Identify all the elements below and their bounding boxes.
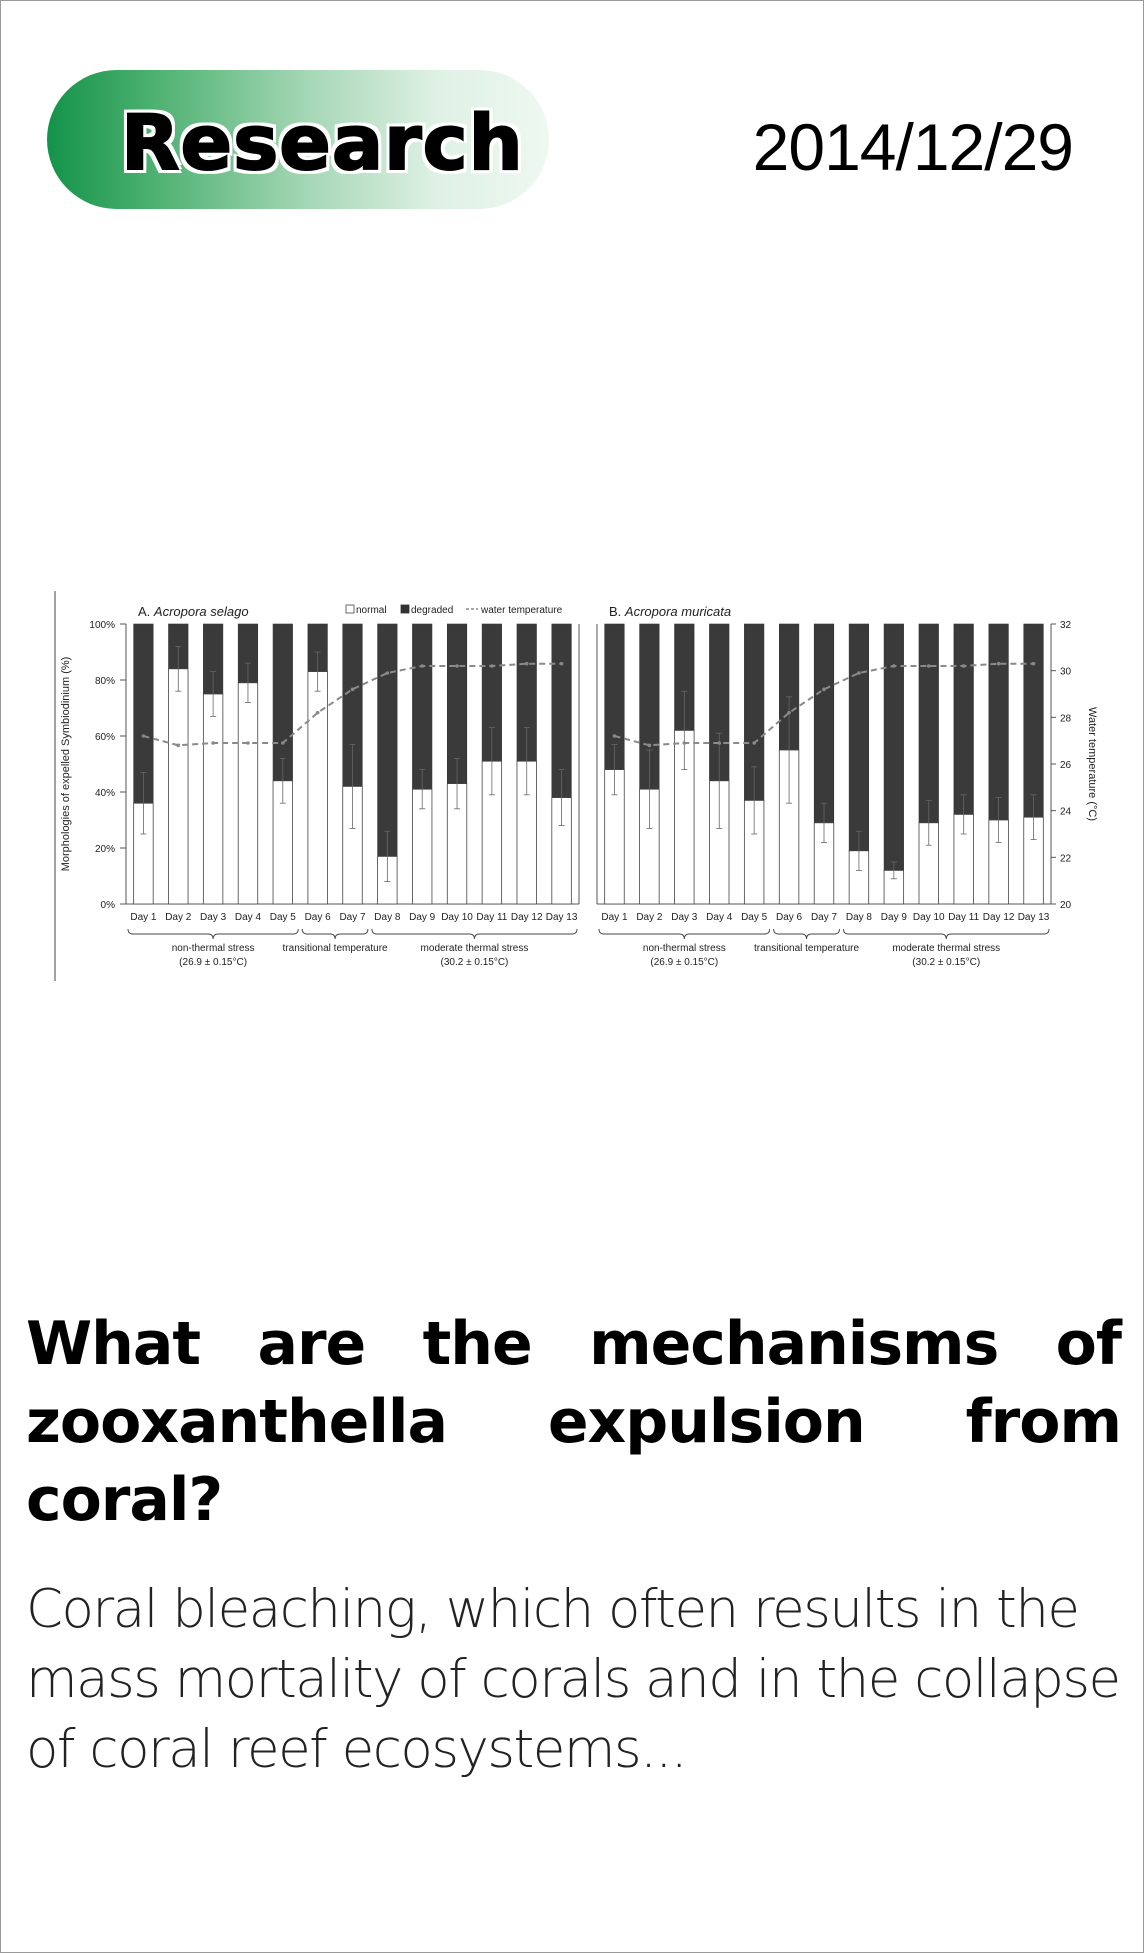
x-tick-label: Day 13 <box>545 912 578 923</box>
group-sublabel: (26.9 ± 0.15°C) <box>650 957 719 968</box>
publish-date: 2014/12/29 <box>752 110 1073 184</box>
group-sublabel: (26.9 ± 0.15°C) <box>179 957 248 968</box>
x-tick-label: Day 7 <box>810 912 838 923</box>
temperature-point <box>822 688 826 692</box>
group-label: transitional temperature <box>282 943 388 954</box>
group-label: transitional temperature <box>754 943 860 954</box>
group-brace <box>372 929 577 939</box>
y2-tick-label: 24 <box>1060 806 1072 818</box>
y2-tick-label: 20 <box>1060 900 1072 911</box>
degraded-bar <box>273 624 293 781</box>
group-label: moderate thermal stress <box>420 943 529 954</box>
x-tick-label: Day 3 <box>200 912 227 923</box>
temperature-point <box>717 741 721 745</box>
degraded-bar <box>884 624 904 870</box>
temperature-point <box>560 662 564 666</box>
x-tick-label: Day 9 <box>880 912 907 923</box>
normal-bar <box>308 672 328 904</box>
temperature-point <box>752 741 756 745</box>
x-tick-label: Day 4 <box>234 912 262 923</box>
degraded-bar <box>849 624 869 851</box>
y2-axis-label: Water temperature (°C) <box>1086 706 1098 822</box>
x-tick-label: Day 11 <box>948 912 980 923</box>
temperature-point <box>176 744 180 748</box>
figure-thumbnail <box>51 589 1101 984</box>
degraded-bar <box>814 624 834 823</box>
legend-label-degraded: degraded <box>411 605 454 616</box>
x-tick-label: Day 1 <box>601 912 628 923</box>
temperature-point <box>316 711 320 715</box>
legend-label-temperature: water temperature <box>481 605 563 616</box>
x-tick-label: Day 5 <box>741 912 768 923</box>
temperature-point <box>246 741 250 745</box>
panel-title: B. Acropora muricata <box>609 604 732 619</box>
article-summary: Coral bleaching, which often results in the mass mortality of corals and in the collapse of coral reef ecosystems... <box>26 1579 1120 1780</box>
legend-label-normal: normal <box>356 605 387 616</box>
group-label: moderate thermal stress <box>892 943 1001 954</box>
x-tick-label: Day 2 <box>165 912 192 923</box>
temperature-point <box>281 741 285 745</box>
temperature-point <box>420 664 424 668</box>
normal-bar <box>203 694 223 904</box>
temperature-point <box>613 734 617 738</box>
x-tick-label: Day 6 <box>776 912 803 923</box>
temperature-point <box>787 711 791 715</box>
panel-title: A. Acropora selago <box>138 604 249 619</box>
x-tick-label: Day 13 <box>1017 912 1050 923</box>
temperature-point <box>525 662 529 666</box>
temperature-point <box>962 664 966 668</box>
degraded-bar <box>1024 624 1044 817</box>
x-tick-label: Day 3 <box>671 912 698 923</box>
x-tick-label: Day 12 <box>982 912 1015 923</box>
x-tick-label: Day 4 <box>706 912 733 923</box>
temperature-point <box>386 671 390 675</box>
normal-bar <box>169 669 189 904</box>
x-tick-label: Day 8 <box>845 912 872 923</box>
temperature-point <box>490 664 494 668</box>
x-tick-label: Day 10 <box>912 912 945 923</box>
y2-tick-label: 22 <box>1060 853 1072 865</box>
degraded-bar <box>989 624 1009 820</box>
x-tick-label: Day 12 <box>510 912 543 923</box>
legend-swatch-normal <box>346 605 354 613</box>
temperature-point <box>142 734 146 738</box>
temperature-point <box>927 664 931 668</box>
x-tick-label: Day 7 <box>339 912 366 923</box>
x-tick-label: Day 8 <box>374 912 401 923</box>
y-tick-label: 60% <box>94 732 115 743</box>
y-tick-label: 40% <box>94 788 115 799</box>
degraded-bar <box>412 624 432 789</box>
temperature-point <box>1032 662 1036 666</box>
x-tick-label: Day 10 <box>441 912 473 923</box>
y2-tick-label: 30 <box>1060 666 1072 678</box>
legend-swatch-degraded <box>401 605 409 613</box>
x-tick-label: Day 5 <box>269 912 296 923</box>
degraded-bar <box>954 624 974 814</box>
bar-chart <box>51 589 1101 984</box>
temperature-point <box>892 664 896 668</box>
y-tick-label: 100% <box>89 620 115 631</box>
category-label: Research <box>121 98 524 187</box>
x-tick-label: Day 9 <box>409 912 436 923</box>
group-label: non-thermal stress <box>171 943 255 954</box>
y-axis-label: Morphologies of expelled Symbiodinium (%) <box>60 656 72 872</box>
normal-bar <box>238 683 258 904</box>
temperature-point <box>455 664 459 668</box>
y2-tick-label: 28 <box>1060 713 1072 725</box>
y-tick-label: 20% <box>94 844 115 855</box>
y-tick-label: 0% <box>100 900 115 911</box>
x-tick-label: Day 1 <box>130 912 157 923</box>
temperature-point <box>648 744 652 748</box>
group-brace <box>843 929 1049 939</box>
y2-tick-label: 32 <box>1060 620 1072 631</box>
group-sublabel: (30.2 ± 0.15°C) <box>912 957 981 968</box>
group-sublabel: (30.2 ± 0.15°C) <box>440 957 509 968</box>
degraded-bar <box>378 624 398 856</box>
temperature-point <box>683 741 687 745</box>
group-brace <box>774 929 840 939</box>
temperature-point <box>857 671 861 675</box>
y2-tick-label: 26 <box>1060 760 1072 771</box>
temperature-point <box>997 662 1001 666</box>
y-tick-label: 80% <box>94 676 115 687</box>
group-brace <box>128 929 298 939</box>
temperature-point <box>351 688 355 692</box>
temperature-point <box>211 741 215 745</box>
x-tick-label: Day 2 <box>636 912 663 923</box>
group-brace <box>599 929 770 939</box>
article-headline[interactable]: What are the mechanisms of zooxanthella expulsion from coral? <box>26 1309 1121 1535</box>
x-tick-label: Day 6 <box>304 912 331 923</box>
group-label: non-thermal stress <box>642 943 726 954</box>
group-brace <box>302 929 368 939</box>
degraded-bar <box>919 624 939 823</box>
x-tick-label: Day 11 <box>476 912 508 923</box>
